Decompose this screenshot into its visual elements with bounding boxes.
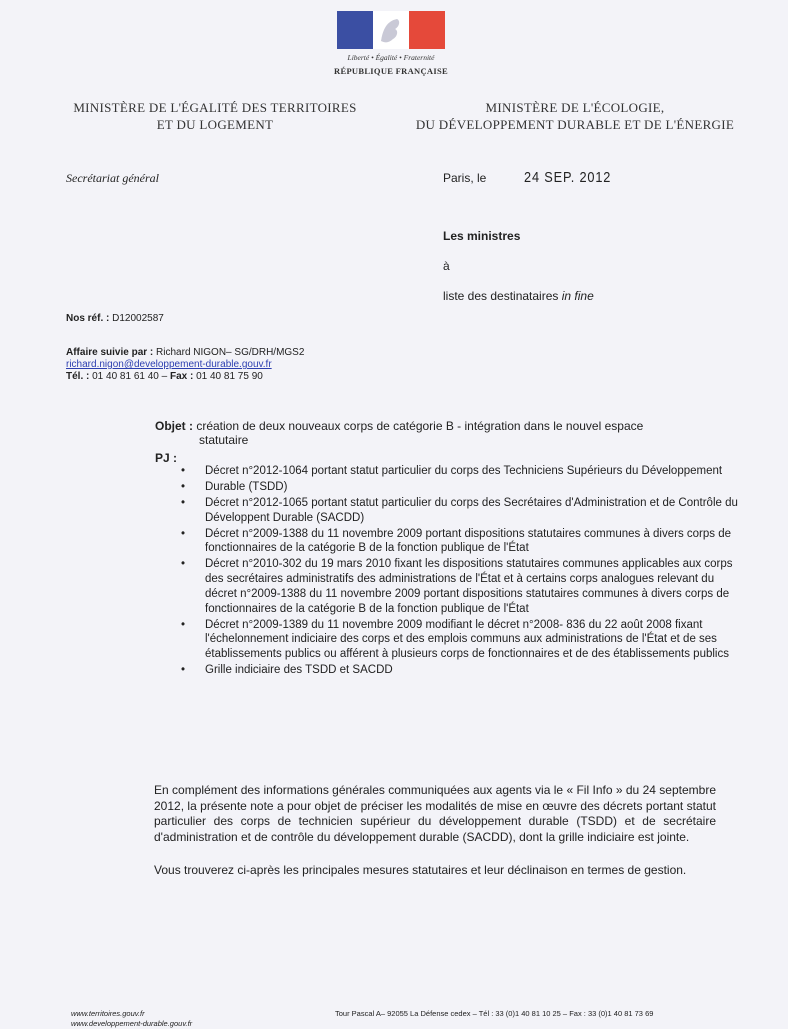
recipient-title: Les ministres xyxy=(443,229,521,243)
flag-blue-band xyxy=(337,11,373,49)
reference-label: Nos réf. : xyxy=(66,313,110,324)
case-followed-by xyxy=(66,347,304,383)
footer-address: Tour Pascal A– 92055 La Défense cedex – Tél : 33 (0)1 40 81 10 25 – Fax : 33 (0)1 40 81 73 69 xyxy=(335,1009,654,1018)
body-paragraph-1: En complément des informations générales communiquées aux agents via le « Fil Info » du 24 septembre 2012, la présente note a pour objet de préciser les modalités de mise en œuvre des décrets portant statut particulier des corps de technicien supérieur du développement durable (TSDD) et de secrétaire d'administration et de contrôle du développement durable (SACDD), dont la grille indiciaire est jointe. xyxy=(154,783,716,844)
list-item xyxy=(178,496,738,525)
list-item-text: Durable (TSDD) xyxy=(205,481,288,493)
subject-label: Objet : xyxy=(155,419,193,433)
list-item xyxy=(178,527,738,556)
bullet-icon: • xyxy=(181,527,186,540)
ministry-right-line2: DU DÉVELOPPEMENT DURABLE ET DE L'ÉNERGIE xyxy=(415,117,735,132)
fax-label: Fax : xyxy=(169,371,194,382)
list-item-text: Décret n°2012-1065 portant statut particulier du corps des Secrétaires d'Administration et de Contrôle du Développent Durable (SACDD) xyxy=(205,497,738,524)
bullet-icon: • xyxy=(181,618,186,631)
footer-site-developpement[interactable]: www.developpement-durable.gouv.fr xyxy=(71,1019,193,1028)
ministry-left xyxy=(60,99,370,133)
bullet-icon: • xyxy=(181,558,186,571)
list-item-text: Décret n°2009-1389 du 11 novembre 2009 modifiant le décret n°2008- 836 du 22 août 2008 fixant l'échelonnement indiciaire des corps et des emplois communs aux administrations de l'État et de ses établissements publics ou afférent à plusieurs corps de fonctionnaires et de des établissements publics xyxy=(205,618,729,660)
attachments-label: PJ : xyxy=(155,451,178,465)
recipient-list-italic: in fine xyxy=(561,289,594,303)
list-item xyxy=(178,663,738,678)
reference-value: D12002587 xyxy=(109,313,164,324)
list-item xyxy=(178,480,738,495)
subject-text: création de deux nouveaux corps de catégorie B - intégration dans le nouvel espace xyxy=(193,419,644,433)
bullet-icon: • xyxy=(181,465,186,477)
date-stamp: 24 SEP. 2012 xyxy=(524,169,612,186)
bullet-icon: • xyxy=(181,481,186,493)
ministry-left-line2: ET DU LOGEMENT xyxy=(156,117,274,132)
body-paragraph-2: Vous trouverez ci-après les principales mesures statutaires et leur déclinaison en termes de gestion. xyxy=(154,863,687,877)
footer-websites xyxy=(71,1009,192,1029)
bullet-icon: • xyxy=(181,663,186,676)
subject xyxy=(155,419,715,447)
list-item-text: Décret n°2012-1064 portant statut particulier du corps des Techniciens Supérieurs du Développement xyxy=(205,465,723,477)
contact-email-link[interactable]: richard.nigon@developpement-durable.gouv.fr xyxy=(66,359,272,370)
reference xyxy=(66,313,164,324)
marianne-profile-icon xyxy=(373,11,409,49)
recipient-a: à xyxy=(443,259,450,273)
ministry-right-line1: MINISTÈRE DE L'ÉCOLOGIE, xyxy=(485,100,665,115)
tel-value: 01 40 81 61 40 – xyxy=(89,371,170,382)
affaire-value: Richard NIGON– SG/DRH/MGS2 xyxy=(153,347,305,358)
flag-white-band xyxy=(373,11,409,49)
recipient-list xyxy=(443,289,594,303)
list-item-text: Grille indiciaire des TSDD et SACDD xyxy=(205,663,393,676)
place-label: Paris, le xyxy=(443,171,487,185)
list-item xyxy=(178,618,738,662)
footer-site-territoires[interactable]: www.territoires.gouv.fr xyxy=(71,1009,145,1018)
subject-text-line2: statutaire xyxy=(199,433,249,447)
list-item xyxy=(178,557,738,616)
tel-label: Tél. : xyxy=(66,371,90,382)
list-item xyxy=(178,464,738,479)
flag-red-band xyxy=(409,11,445,49)
marianne-logo xyxy=(337,11,445,49)
secretariat-general: Secrétariat général xyxy=(66,171,159,185)
recipient-list-text: liste des destinataires xyxy=(443,289,562,303)
republic-motto: Liberté • Égalité • Fraternité xyxy=(347,53,435,62)
republique-francaise: RÉPUBLIQUE FRANÇAISE xyxy=(334,66,448,76)
ministry-left-line1: MINISTÈRE DE L'ÉGALITÉ DES TERRITOIRES xyxy=(73,100,357,115)
bullet-icon: • xyxy=(181,497,186,509)
attachments-list xyxy=(178,464,738,679)
fax-value: 01 40 81 75 90 xyxy=(193,371,263,382)
ministry-right xyxy=(400,99,750,133)
affaire-label: Affaire suivie par : xyxy=(66,347,154,358)
list-item-text: Décret n°2010-302 du 19 mars 2010 fixant les dispositions statutaires communes applicables aux corps des secrétaires administratifs des administrations de l'État et à certains corps analogues relevant du décret n°2009-1388 du 11 novembre 2009 portant dispositions statutaires communes à divers corps de fonctionnaires de la catégorie B de la fonction publique de l'État xyxy=(205,558,733,615)
list-item-text: Décret n°2009-1388 du 11 novembre 2009 portant dispositions statutaires communes à divers corps de fonctionnaires de la catégorie B de la fonction publique de l'État xyxy=(205,527,732,555)
